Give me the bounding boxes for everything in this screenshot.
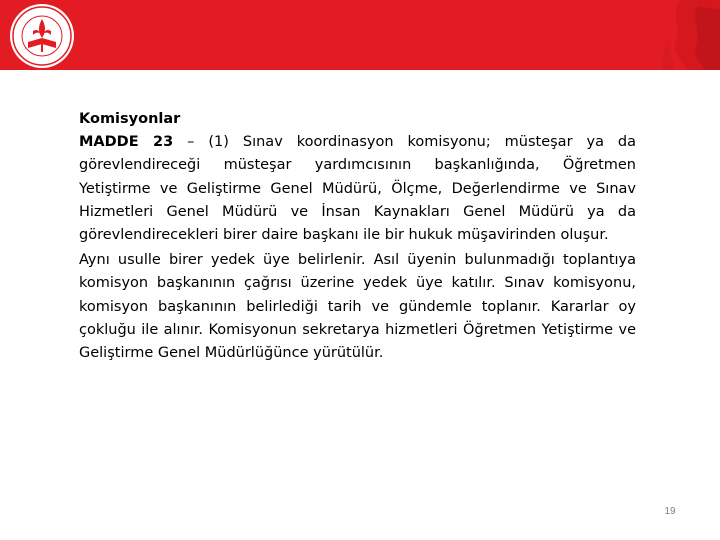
article-paragraph [79, 131, 636, 247]
header-bar [0, 0, 720, 70]
section-heading: Komisyonlar [79, 111, 181, 127]
page-number: 19 [664, 506, 676, 517]
article-body: – (1) Sınav koordinasyon komisyonu; müsteşar ya da görevlendireceği müsteşar yardımcısının başkanlığında, Öğretmen Yetiştirme ve Geliştirme Genel Müdürü, Ölçme, Değerlendirme ve Sınav Hizmetleri Genel Müdürü ve İnsan Kaynakları Genel Müdürü ya da görevlendirecekleri birer daire başkanı ile bir hukuk müşavirinden oluşur. [79, 134, 637, 244]
ministry-logo [8, 2, 76, 70]
article-label: MADDE 23 [79, 134, 174, 151]
regulation-text [79, 108, 636, 365]
second-paragraph: Aynı usulle birer yedek üye belirlenir. Asıl üyenin bulunmadığı toplantıya komisyon başkanının çağrısı üzerine yedek üye katılır. Sınav komisyonu, komisyon başkanının belirlediği tarih ve gündemle toplanır. Kararlar oy çokluğu ile alınır. Komisyonun sekretarya hizmetleri Öğretmen Yetiştirme ve Geliştirme Genel Müdürlüğünce yürütülür. [79, 252, 636, 362]
flame-decoration [610, 0, 720, 70]
